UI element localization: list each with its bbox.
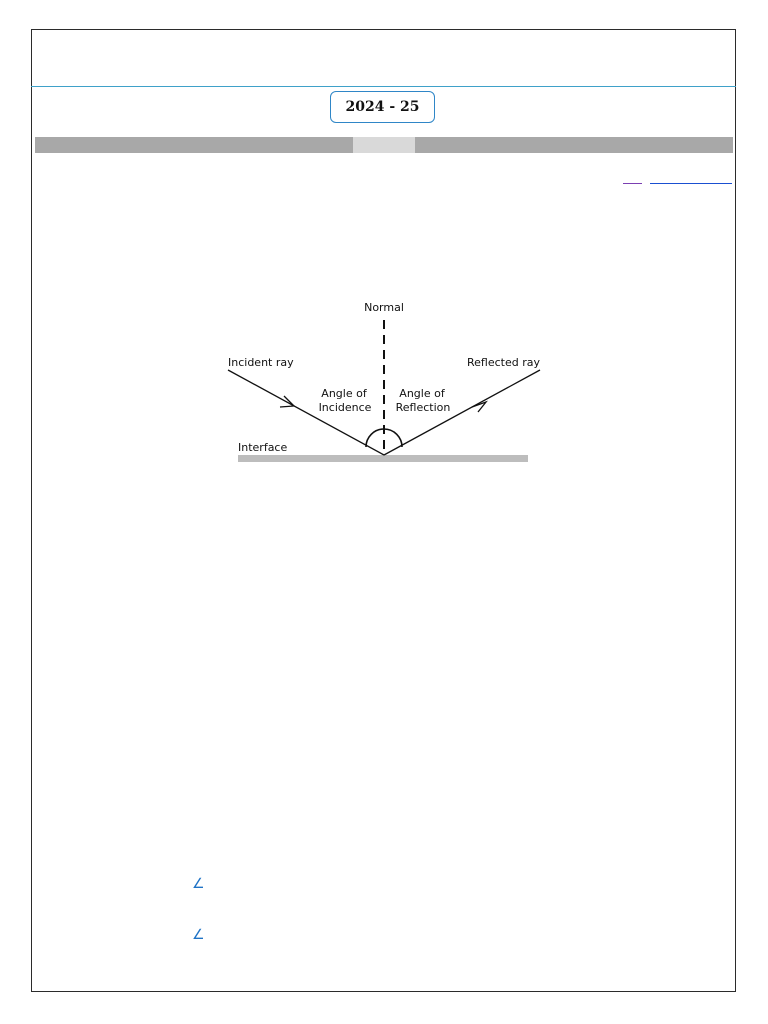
reflection-diagram <box>220 290 550 475</box>
reflected-ray-label: Reflected ray <box>467 356 540 369</box>
interface-label: Interface <box>238 441 288 454</box>
angle-incidence-label-line2: Incidence <box>318 401 372 414</box>
angle-reflection-label-line1: Angle of <box>399 387 445 400</box>
incident-ray-label: Incident ray <box>228 356 294 369</box>
interface-surface <box>238 455 528 462</box>
link-underline-long[interactable] <box>650 183 732 184</box>
angle-symbol-icon: ∠ <box>192 876 205 892</box>
normal-label: Normal <box>364 301 404 314</box>
link-underline-short[interactable] <box>623 183 642 184</box>
angle-incidence-label-line1: Angle of <box>321 387 367 400</box>
angle-symbol-icon: ∠ <box>192 927 205 943</box>
header-rule <box>31 86 736 87</box>
angle-reflection-label-line2: Reflection <box>395 401 451 414</box>
tab-active[interactable] <box>353 137 415 153</box>
year-badge: 2024 - 25 <box>330 91 435 123</box>
page-frame <box>31 29 736 992</box>
